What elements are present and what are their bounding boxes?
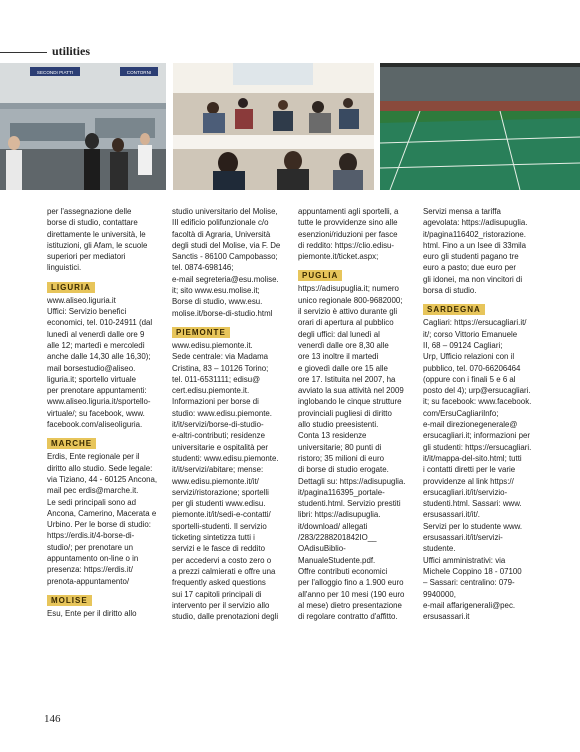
region-label-puglia: PUGLIA [298,270,342,281]
text-column-2 [172,206,285,622]
page-number: 146 [44,713,61,725]
molise-text-cont: studio universitario del Molise, III edificio polifunzionale c/o facoltà di Agraria, Università degli studi del Molise, via F. De Sanctis - 86100 Campobasso; tel. 0874-698146; e-mail segreteria@esu.molise. it; sito www.esu.molise.it; Borse di studio, www.esu. molise.it/borse-di-studio.html [172,207,281,318]
puglia-text: https://adisupuglia.it; numero unico regionale 800-9682000; il servizio è attivo durante gli orari di apertura al pubblico degli uffici: dal lunedì al venerdì dalle ore 8,30 alle ore 13 inoltre il martedì e giovedì dalle ore 15 alle ore 17. Istituita nel 2007, ha avviato la sua attività nel 2009 inglobando le cinque strutture provinciali pugliesi di diritto allo studio preesistenti. Conta 13 residenze universitarie; 80 punti di ristoro; 35 milioni di euro di borse di studio erogate. Dettagli su: https://adisupuglia. it/pagina116395_portale- studenti.html. Servizio prestiti libri: https://adisupuglia. it/download/ allegati /283/2288201842IO__ OAdisuBiblio- ManualeStudente.pdf. Offre contributi economici per l'alloggio fino a 1.900 euro all'anno per 10 mesi (190 euro al mese) dietro presentazione di regolare contratto d'affitto. [298,284,406,622]
text-column-1 [47,206,160,619]
text-column-4 [423,206,541,622]
header-rule [0,52,47,53]
region-label-piemonte: PIEMONTE [172,327,230,338]
molise-text: Esu, Ente per il diritto allo [47,608,137,618]
region-label-molise: MOLISE [47,595,92,606]
puglia-text-cont: Servizi mensa a tariffa agevolata: https://adisupuglia. it/pagina116402_ristorazione. html. Fino a un Isee di 33mila euro gli studenti pagano tre euro a pasto; due euro per gli idonei, ma non vincitori di borsa di studio. [423,207,528,296]
piemonte-text: www.edisu.piemonte.it. Sede centrale: via Madama Cristina, 83 – 10126 Torino; tel. 011-6531111; edisu@ cert.edisu.piemonte.it. Informazioni per borse di studio: www.edisu.piemonte. it/it/servizi/borse-di-studio- e-altri-contributi; residenze universitarie e ospitalità per studenti: www.edisu.piemonte. it/it/servizi/abitare; mense: www.edisu.piemonte.it/it/ servizi/ristorazione; sportelli per gli studenti www.edisu. piemonte.it/it/sedi-e-contatti/ sportelli-studenti. Il servizio ticketing sintetizza tutti i servizi e le fasce di reddito per accedervi a costo zero o a prezzi calmierati e offre una frequently asked questions sui 17 capitoli principali di intervento per il servizio allo studio, dalle prenotazioni degli [172,340,279,622]
sardegna-text: Cagliari: https://ersucagliari.it/ it/; corso Vittorio Emanuele II, 68 – 09124 Cagliari; Urp, Ufficio relazioni con il pubblico, tel. 070-66206464 (oppure con i finali 5 e 6 al posto del 4); urp@ersucagliari. it; su facebook: www.facebook. com/ErsuCagliariInfo; e-mail direzionegenerale@ ersucagliari.it; informazioni per gli studenti: https://ersucagliari. it/it/mappa-del-sito.html; tutti i contatti diretti per le varie provvidenze al link https:// ersucagliari.it/it/servizio- studenti.html. Sassari: www. ersusassari.it/it/. Servizi per lo studente www. ersusassari.it/it/servizi- studente. Uffici amministrativi: via Michele Coppino 18 - 07100 – Sassari: centralino: 079- 9940000, e-mail affarigenerali@pec. ersusassari.it [423,318,532,622]
region-label-liguria: LIGURIA [47,282,95,293]
photo-canteen [0,63,166,190]
piemonte-text-cont: appuntamenti agli sportelli, a tutte le provvidenze sino alle esenzioni/riduzioni per fasce di reddito: https://clio.edisu- piemonte.it/ticket.aspx; [298,207,399,262]
intro-text: per l'assegnazione delle borse di studio, contattare direttamente le università, le istituzioni, gli Afam, le scuole superiori per mediatori linguistici. [47,207,148,273]
sign-contorni: CONTORNI [126,70,152,75]
sign-secondi-piatti: SECONDI PIATTI [36,70,74,75]
photo-study-room [173,63,374,190]
text-column-3 [298,206,411,622]
marche-text: Erdis, Ente regionale per il diritto allo studio. Sede legale: via Tiziano, 44 - 60125 Ancona, mail pec erdis@marche.it. Le sedi principali sono ad Ancona, Camerino, Macerata e Urbino. Per le borse di studio: https://erdis.it/4-borse-di- studio/; per prenotare un appuntamento on-line o in presenza: https://erdis.it/ prenota-appuntamento/ [47,452,158,586]
section-title: utilities [52,44,90,58]
region-label-marche: MARCHE [47,438,96,449]
region-label-sardegna: SARDEGNA [423,304,485,315]
photo-sports-field [380,63,580,190]
liguria-text: www.aliseo.liguria.it Uffici: Servizio benefici economici, tel. 010-24911 (dal lunedì al venerdì dalle ore 9 alle 12; martedì e mercoledì anche dalle 14,30 alle 16,30); mail borsestudio@aliseo. liguria.it; sportello virtuale per prenotare appuntamenti: www.aliseo.liguria.it/sportello- virtuale/; su facebook, www. facebook.com/aliseoliguria. [47,295,153,430]
